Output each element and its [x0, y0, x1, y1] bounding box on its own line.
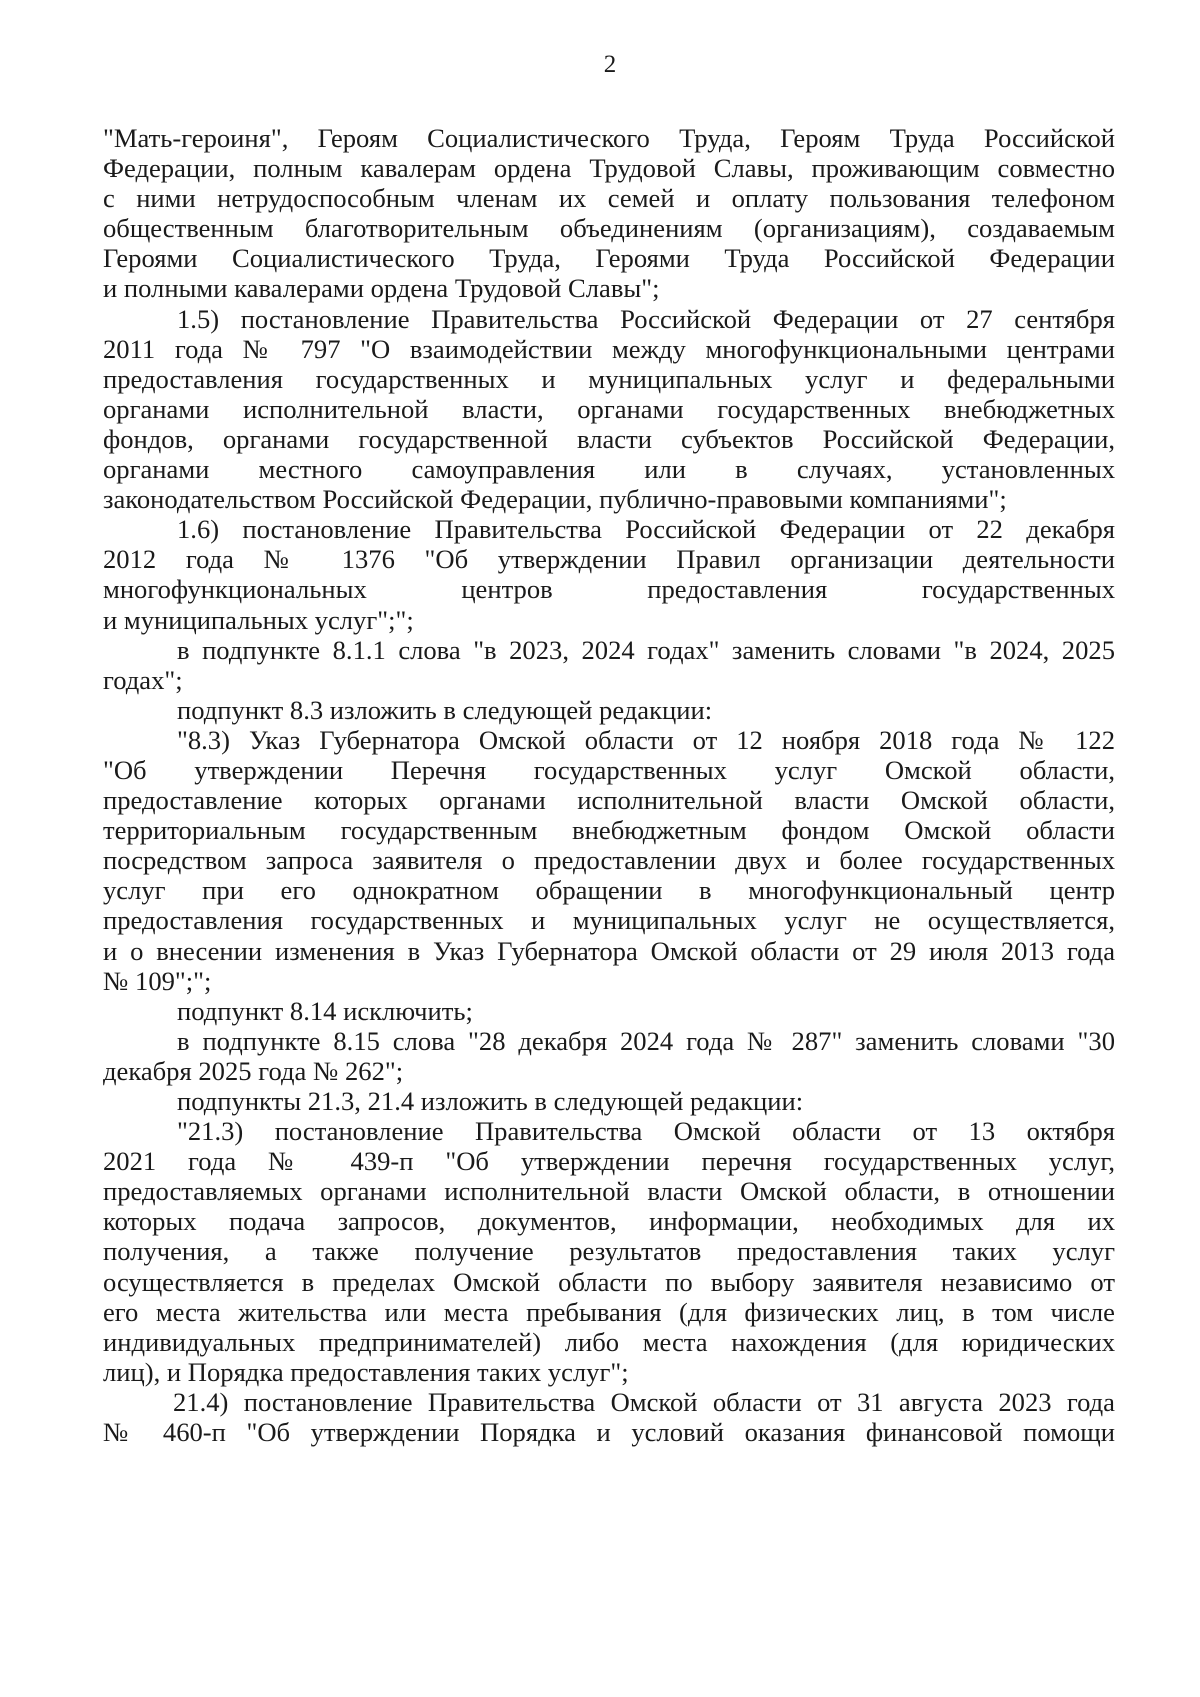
- text-line: предоставляемых органами исполнительной власти Омской области, в отношении: [103, 1176, 1115, 1207]
- text-line: территориальным государственным внебюджетным фондом Омской области: [103, 815, 1115, 846]
- text-line: с ними нетрудоспособным членам их семей и оплату пользования телефоном: [103, 183, 1115, 214]
- text-line: в подпункте 8.1.1 слова "в 2023, 2024 годах" заменить словами "в 2024, 2025: [177, 634, 1115, 665]
- text-line: и муниципальных услуг";";: [103, 604, 414, 635]
- text-line: многофункциональных центров предоставления государственных: [103, 574, 1115, 605]
- text-line: органами местного самоуправления или в случаях, установленных: [103, 454, 1115, 485]
- text-line: услуг при его однократном обращении в многофункциональный центр: [103, 875, 1115, 906]
- text-line: 2011 года № 797 "О взаимодействии между многофункциональными центрами: [103, 333, 1115, 364]
- text-line: индивидуальных предпринимателей) либо места нахождения (для юридических: [103, 1326, 1115, 1357]
- text-line: предоставления государственных и муниципальных услуг и федеральными: [103, 363, 1115, 394]
- text-line: которых подача запросов, документов, информации, необходимых для их: [103, 1206, 1115, 1237]
- document-body: [103, 123, 1115, 1447]
- text-line: 1.6) постановление Правительства Российской Федерации от 22 декабря: [177, 514, 1115, 545]
- text-line: общественным благотворительным объединениям (организациям), создаваемым: [103, 213, 1115, 244]
- text-line: лиц), и Порядка предоставления таких услуг";: [103, 1356, 629, 1387]
- text-line: предоставление которых органами исполнительной власти Омской области,: [103, 785, 1115, 816]
- text-line: и полными кавалерами ордена Трудовой Славы";: [103, 273, 660, 304]
- text-line: декабря 2025 года № 262";: [103, 1055, 404, 1086]
- text-line: подпункт 8.3 изложить в следующей редакции:: [177, 694, 713, 725]
- text-line: 1.5) постановление Правительства Российской Федерации от 27 сентября: [177, 303, 1115, 334]
- text-line: 2021 года № 439-п "Об утверждении перечня государственных услуг,: [103, 1146, 1115, 1177]
- text-line: "Об утверждении Перечня государственных услуг Омской области,: [103, 754, 1115, 785]
- text-line: подпункт 8.14 исключить;: [177, 995, 473, 1026]
- text-line: в подпункте 8.15 слова "28 декабря 2024 года № 287" заменить словами "30: [177, 1025, 1115, 1056]
- text-line: годах";: [103, 664, 183, 695]
- text-line: 2012 года № 1376 "Об утверждении Правил организации деятельности: [103, 544, 1115, 575]
- text-line: Федерации, полным кавалерам ордена Трудовой Славы, проживающим совместно: [103, 153, 1115, 184]
- text-line: законодательством Российской Федерации, публично-правовыми компаниями";: [103, 484, 1007, 515]
- text-line: № 460-п "Об утверждении Порядка и условий оказания финансовой помощи: [103, 1417, 1115, 1448]
- page-number: 2: [603, 51, 617, 78]
- text-line: осуществляется в пределах Омской области по выбору заявителя независимо от: [103, 1266, 1115, 1297]
- text-line: посредством запроса заявителя о предоставлении двух и более государственных: [103, 845, 1115, 876]
- text-line: его места жительства или места пребывания (для физических лиц, в том числе: [103, 1296, 1115, 1327]
- text-line: Героями Социалистического Труда, Героями Труда Российской Федерации: [103, 243, 1115, 274]
- text-line: "21.3) постановление Правительства Омской области от 13 октября: [177, 1116, 1115, 1147]
- text-line: "Мать-героиня", Героям Социалистического Труда, Героям Труда Российской: [103, 123, 1115, 153]
- text-line: получения, а также получение результатов предоставления таких услуг: [103, 1236, 1115, 1267]
- text-line: органами исполнительной власти, органами государственных внебюджетных: [103, 393, 1115, 424]
- text-line: № 109";";: [103, 965, 212, 996]
- text-line: предоставления государственных и муниципальных услуг не осуществляется,: [103, 905, 1115, 936]
- text-line: 21.4) постановление Правительства Омской области от 31 августа 2023 года: [173, 1386, 1115, 1417]
- text-line: подпункты 21.3, 21.4 изложить в следующей редакции:: [177, 1086, 804, 1116]
- text-line: "8.3) Указ Губернатора Омской области от 12 ноября 2018 года № 122: [177, 724, 1115, 755]
- text-line: фондов, органами государственной власти субъектов Российской Федерации,: [103, 423, 1115, 454]
- text-line: и о внесении изменения в Указ Губернатора Омской области от 29 июля 2013 года: [103, 935, 1115, 966]
